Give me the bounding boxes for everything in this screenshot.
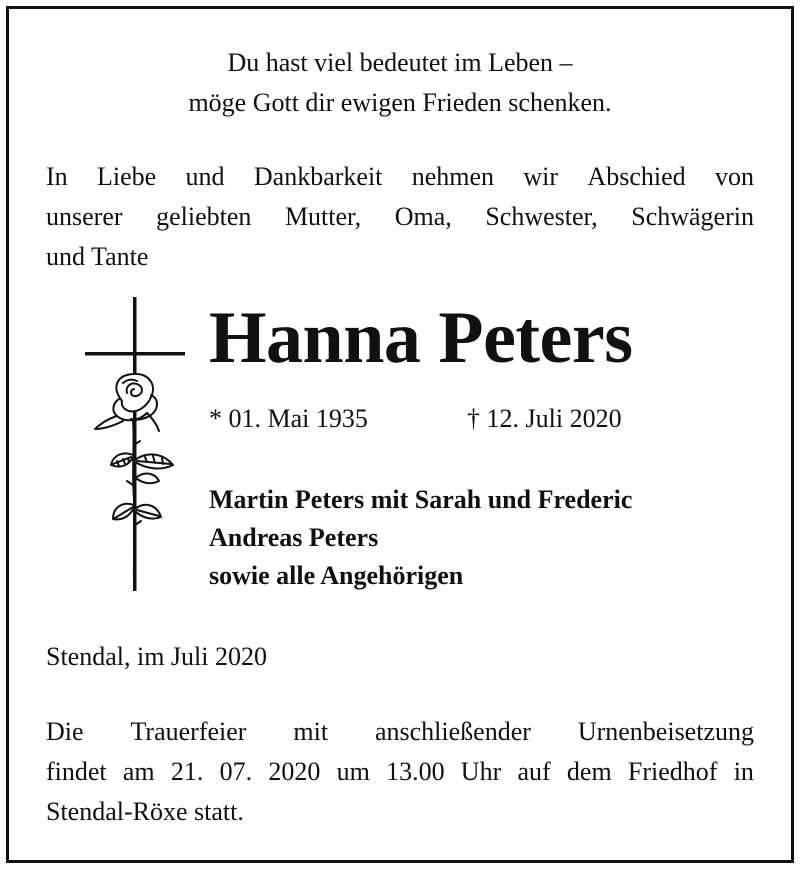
place-date: Stendal, im Juli 2020 bbox=[46, 642, 267, 671]
mourner-line: sowie alle Angehörigen bbox=[209, 561, 464, 590]
word: Abschied bbox=[587, 162, 686, 191]
word: um bbox=[336, 757, 370, 786]
intro-line bbox=[46, 197, 754, 237]
rose-icon bbox=[95, 374, 173, 577]
motto-line: möge Gott dir ewigen Frieden schenken. bbox=[188, 88, 612, 117]
word: 13.00 bbox=[386, 757, 445, 786]
birth-date: * 01. Mai 1935 bbox=[209, 404, 368, 433]
word: dem bbox=[566, 757, 612, 786]
word: Urnenbeisetzung bbox=[577, 717, 754, 746]
funeral-line: Stendal-Röxe statt. bbox=[46, 797, 244, 826]
mourners-list bbox=[209, 481, 632, 595]
word: geliebten bbox=[156, 202, 252, 231]
word: Schwester, bbox=[485, 202, 598, 231]
intro-line: und Tante bbox=[46, 242, 149, 271]
intro-text bbox=[46, 157, 754, 277]
word: findet bbox=[46, 757, 107, 786]
motto bbox=[9, 43, 791, 123]
word: Mutter, bbox=[284, 202, 362, 231]
word: 2020 bbox=[268, 757, 321, 786]
word: nehmen bbox=[411, 162, 495, 191]
mourner-line: Andreas Peters bbox=[209, 523, 379, 552]
word: Schwägerin bbox=[631, 202, 754, 231]
death-date: † 12. Juli 2020 bbox=[467, 404, 622, 433]
word: auf bbox=[517, 757, 551, 786]
word: In bbox=[46, 162, 68, 191]
word: Friedhof bbox=[627, 757, 718, 786]
word: Dankbarkeit bbox=[253, 162, 383, 191]
life-dates bbox=[209, 399, 622, 439]
word: von bbox=[714, 162, 754, 191]
word: Uhr bbox=[460, 757, 502, 786]
word: in bbox=[733, 757, 754, 786]
deceased-name: Hanna Peters bbox=[209, 297, 633, 379]
mourner-line: Martin Peters mit Sarah und Frederic bbox=[209, 485, 633, 514]
funeral-line bbox=[46, 712, 754, 752]
motto-line: Du hast viel bedeutet im Leben – bbox=[227, 48, 573, 77]
funeral-info bbox=[46, 712, 754, 832]
word: mit bbox=[293, 717, 329, 746]
word: anschließender bbox=[374, 717, 531, 746]
obituary-notice bbox=[6, 6, 794, 863]
word: Oma, bbox=[394, 202, 452, 231]
word: Liebe bbox=[97, 162, 157, 191]
cross-rose-emblem bbox=[77, 295, 189, 595]
word: 21. bbox=[170, 757, 204, 786]
funeral-line bbox=[46, 752, 754, 792]
word: 07. bbox=[219, 757, 253, 786]
word: Trauerfeier bbox=[130, 717, 247, 746]
intro-line bbox=[46, 157, 754, 197]
word: unserer bbox=[46, 202, 123, 231]
word: und bbox=[185, 162, 225, 191]
word: wir bbox=[523, 162, 559, 191]
word: Die bbox=[46, 717, 84, 746]
word: am bbox=[122, 757, 155, 786]
